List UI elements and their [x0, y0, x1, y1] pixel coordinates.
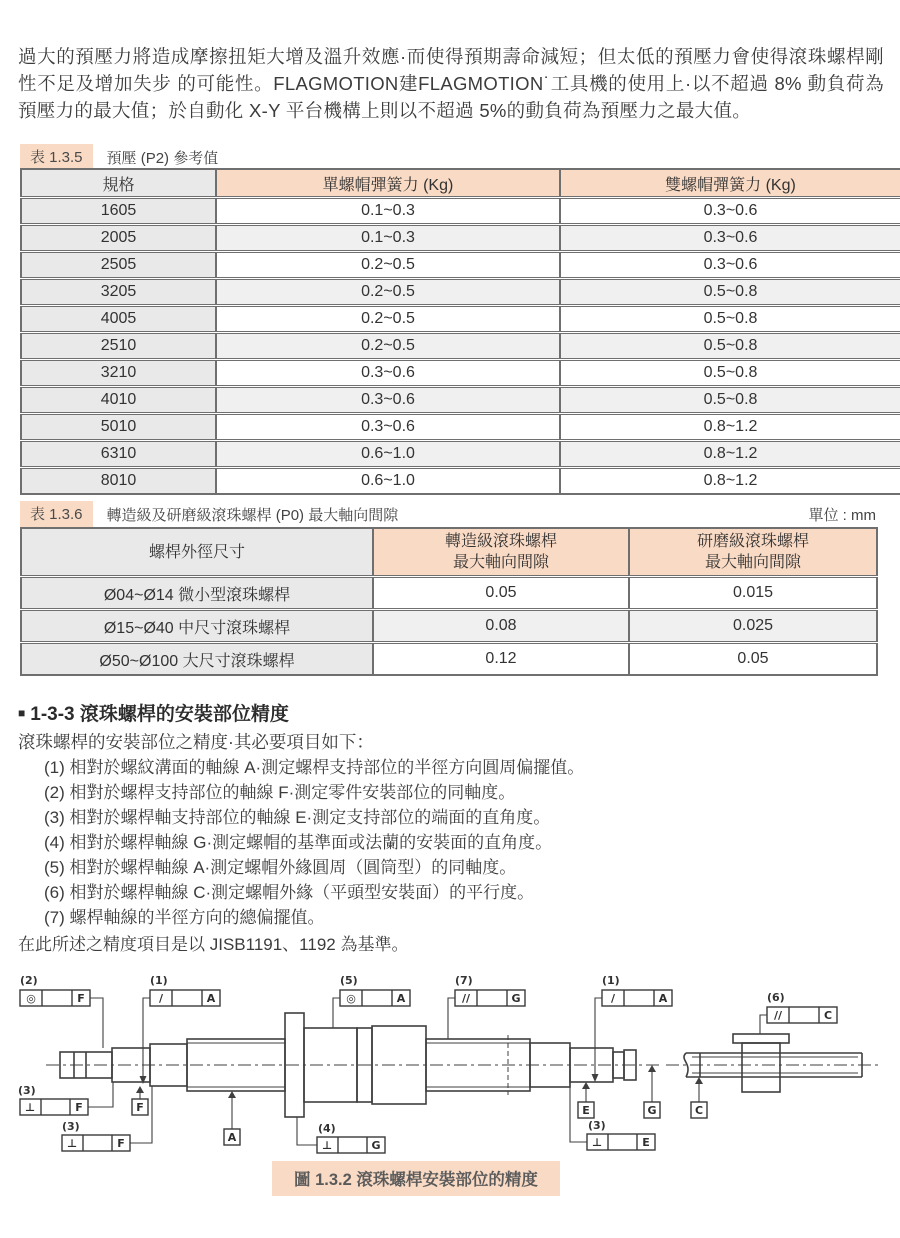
axial-clearance-table: [20, 527, 878, 676]
table-cell: 0.12: [373, 643, 629, 676]
table-cell: 0.5~0.8: [560, 387, 900, 414]
datum-letter: A: [658, 992, 668, 1005]
table-cell: Ø50~Ø100 大尺寸滾珠螺桿: [21, 643, 373, 676]
table-header-row: [21, 169, 900, 198]
table-row: [21, 279, 900, 306]
table-cell: 0.3~0.6: [216, 414, 560, 441]
table-cell: 0.08: [373, 610, 629, 643]
col-header: 規格: [21, 169, 216, 198]
table-row: [21, 441, 900, 468]
gdt-frame-3c: [587, 1119, 655, 1150]
section-intro: 滾珠螺桿的安裝部位之精度·其必要項目如下：: [18, 732, 374, 752]
table-cell: 0.3~0.6: [560, 198, 900, 225]
parallelism-icon: //: [461, 992, 471, 1005]
datum-letter: E: [582, 1104, 590, 1117]
col-header-line2: 最大軸向間隙: [704, 554, 801, 571]
runout-icon: /: [610, 992, 616, 1005]
table-cell: 2505: [21, 252, 216, 279]
perpendicularity-icon: ⊥: [66, 1137, 78, 1150]
intro-paragraph: 過大的預壓力將造成摩擦扭矩大增及溫升效應·而使得預期壽命減短；但太低的預壓力會使得滾珠螺桿剛性不足及增加失步 的可能性。FLAGMOTION建FLAGMOTION˙工具機的使用上·以不超過 8% 動負荷為預壓力的最大值；於自動化 X-Y 平台機構上則以不超過 5%的動負荷為預壓力之最大值。: [18, 45, 884, 121]
parallelism-icon: //: [773, 1009, 783, 1022]
perpendicularity-icon: ⊥: [321, 1139, 333, 1152]
datum-letter: C: [694, 1104, 704, 1117]
list-item: (6) 相對於螺桿軸線 C·測定螺帽外緣（平頭型安裝面）的平行度。: [44, 883, 535, 902]
datum-letter: E: [642, 1136, 650, 1149]
requirement-list: [44, 755, 584, 930]
list-item: (2) 相對於螺桿支持部位的軸線 F·測定零件安裝部位的同軸度。: [44, 783, 516, 802]
concentricity-icon: ◎: [26, 992, 36, 1005]
datum-letter: A: [227, 1131, 237, 1144]
square-bullet-icon: ■: [18, 706, 26, 720]
table-cell: 2510: [21, 333, 216, 360]
list-item: (5) 相對於螺桿軸線 A·測定螺帽外緣圓周（圓筒型）的同軸度。: [44, 858, 517, 877]
table-cell: 0.05: [629, 643, 877, 676]
gdt-frame-6: [767, 991, 837, 1023]
table2-label-bar: [20, 501, 876, 527]
runout-icon: /: [158, 992, 164, 1005]
frame-number: (4): [318, 1122, 336, 1135]
table-cell: 8010: [21, 468, 216, 495]
table1-label-bar: [20, 144, 876, 170]
section-heading: [18, 699, 289, 726]
table-cell: Ø04~Ø14 微小型滾珠螺桿: [21, 577, 373, 610]
table-cell: 0.6~1.0: [216, 468, 560, 495]
gdt-frame-1b: [602, 974, 672, 1006]
table-row: [21, 252, 900, 279]
frame-number: (2): [20, 974, 38, 987]
col-header: 雙螺帽彈簧力 (Kg): [560, 169, 900, 198]
col-header-line1: 轉造級滾珠螺桿: [444, 533, 557, 550]
table-cell: 0.5~0.8: [560, 360, 900, 387]
table-row: [21, 643, 877, 676]
section-footnote: 在此所述之精度項目是以 JISB1191、1192 為基準。: [18, 935, 409, 954]
table-row: [21, 360, 900, 387]
table-row: [21, 198, 900, 225]
table-cell: 0.5~0.8: [560, 333, 900, 360]
table-cell: 0.2~0.5: [216, 279, 560, 306]
table-cell: 0.015: [629, 577, 877, 610]
list-item: (7) 螺桿軸線的半徑方向的總偏擺值。: [44, 908, 325, 927]
frame-number: (3): [18, 1084, 36, 1097]
table-cell: 0.5~0.8: [560, 279, 900, 306]
datum-box-e: [578, 1102, 594, 1118]
gdt-frame-3b: [62, 1120, 130, 1151]
section-heading-text: 1-3-3 滾珠螺桿的安裝部位精度: [30, 704, 289, 725]
list-item: (3) 相對於螺桿軸支持部位的軸線 E·測定支持部位的端面的直角度。: [44, 808, 551, 827]
perpendicularity-icon: ⊥: [591, 1136, 603, 1149]
table-cell: 0.2~0.5: [216, 333, 560, 360]
datum-letter: G: [511, 992, 521, 1005]
ballscrew-diagram-svg: [0, 952, 900, 1164]
datum-box-g: [644, 1102, 660, 1118]
frame-number: (1): [602, 974, 620, 987]
table-row: [21, 387, 900, 414]
table-row: [21, 577, 877, 610]
table-cell: 0.8~1.2: [560, 468, 900, 495]
table-cell: Ø15~Ø40 中尺寸滾珠螺桿: [21, 610, 373, 643]
table-row: [21, 468, 900, 495]
datum-letter: F: [77, 992, 85, 1005]
table-cell: 0.1~0.3: [216, 225, 560, 252]
table-cell: 0.8~1.2: [560, 414, 900, 441]
flange-nut-screw-drawing: [684, 1034, 862, 1092]
datum-letter: C: [823, 1009, 833, 1022]
table-cell: 2005: [21, 225, 216, 252]
datum-box-c: [691, 1102, 707, 1118]
table-cell: 6310: [21, 441, 216, 468]
table-cell: 0.025: [629, 610, 877, 643]
table-cell: 3210: [21, 360, 216, 387]
list-item: (4) 相對於螺桿軸線 G·測定螺帽的基準面或法蘭的安裝面的直角度。: [44, 833, 553, 852]
datum-letter: A: [206, 992, 216, 1005]
table-cell: 4010: [21, 387, 216, 414]
table-cell: 0.3~0.6: [216, 387, 560, 414]
frame-number: (3): [588, 1119, 606, 1132]
datum-letter: G: [647, 1104, 657, 1117]
table-cell: 3205: [21, 279, 216, 306]
table1-title: 預壓 (P2) 參考值: [106, 149, 219, 167]
gdt-frame-1a: [150, 974, 220, 1006]
frame-number: (5): [340, 974, 358, 987]
frame-number: (6): [767, 991, 785, 1004]
frame-number: (3): [62, 1120, 80, 1133]
leader-lines: [88, 998, 767, 1145]
table-row: [21, 333, 900, 360]
col-header-line2: 最大軸向間隙: [452, 554, 549, 571]
table2-tag: 表 1.3.6: [20, 501, 93, 527]
datum-box-f: [132, 1099, 148, 1115]
table-row: [21, 306, 900, 333]
table-cell: 0.5~0.8: [560, 306, 900, 333]
col-header: 螺桿外徑尺寸: [21, 528, 373, 577]
col-header-line1: 研磨級滾珠螺桿: [696, 533, 809, 550]
ballscrew-diagram: [0, 952, 900, 1164]
frame-number: (7): [455, 974, 473, 987]
gdt-frame-2: [20, 974, 90, 1006]
table-cell: 0.3~0.6: [560, 252, 900, 279]
table-row: [21, 610, 877, 643]
table-cell: 0.05: [373, 577, 629, 610]
table-cell: 0.6~1.0: [216, 441, 560, 468]
gdt-frame-3a: [18, 1084, 88, 1115]
table-cell: 0.3~0.6: [560, 225, 900, 252]
col-header: 單螺帽彈簧力 (Kg): [216, 169, 560, 198]
table-row: [21, 414, 900, 441]
col-header: [629, 528, 877, 577]
datum-letter: F: [136, 1101, 144, 1114]
table-cell: 0.3~0.6: [216, 360, 560, 387]
gdt-frame-4: [317, 1122, 385, 1153]
table2-unit: 單位 : mm: [808, 506, 876, 524]
concentricity-icon: ◎: [346, 992, 356, 1005]
table-cell: 1605: [21, 198, 216, 225]
figure-caption: 圖 1.3.2 滾珠螺桿安裝部位的精度: [272, 1161, 560, 1196]
table-cell: 5010: [21, 414, 216, 441]
table-cell: 0.2~0.5: [216, 306, 560, 333]
frame-number: (1): [150, 974, 168, 987]
table-cell: 0.2~0.5: [216, 252, 560, 279]
gdt-frame-5: [340, 974, 410, 1006]
col-header: [373, 528, 629, 577]
table-cell: 0.8~1.2: [560, 441, 900, 468]
datum-letter: G: [371, 1139, 381, 1152]
datum-letter: F: [75, 1101, 83, 1114]
gdt-frame-7: [455, 974, 525, 1006]
list-item: (1) 相對於螺紋溝面的軸線 A·測定螺桿支持部位的半徑方向圓周偏擺值。: [44, 758, 585, 777]
perpendicularity-icon: ⊥: [24, 1101, 36, 1114]
table-row: [21, 225, 900, 252]
table-header-row: [21, 528, 877, 577]
preload-reference-table: [20, 168, 900, 495]
table-cell: 0.1~0.3: [216, 198, 560, 225]
datum-letter: A: [396, 992, 406, 1005]
table-cell: 4005: [21, 306, 216, 333]
table1-tag: 表 1.3.5: [20, 144, 93, 170]
table2-title: 轉造級及研磨級滾珠螺桿 (P0) 最大軸向間隙: [106, 506, 399, 524]
datum-letter: F: [117, 1137, 125, 1150]
datum-box-a: [224, 1129, 240, 1145]
